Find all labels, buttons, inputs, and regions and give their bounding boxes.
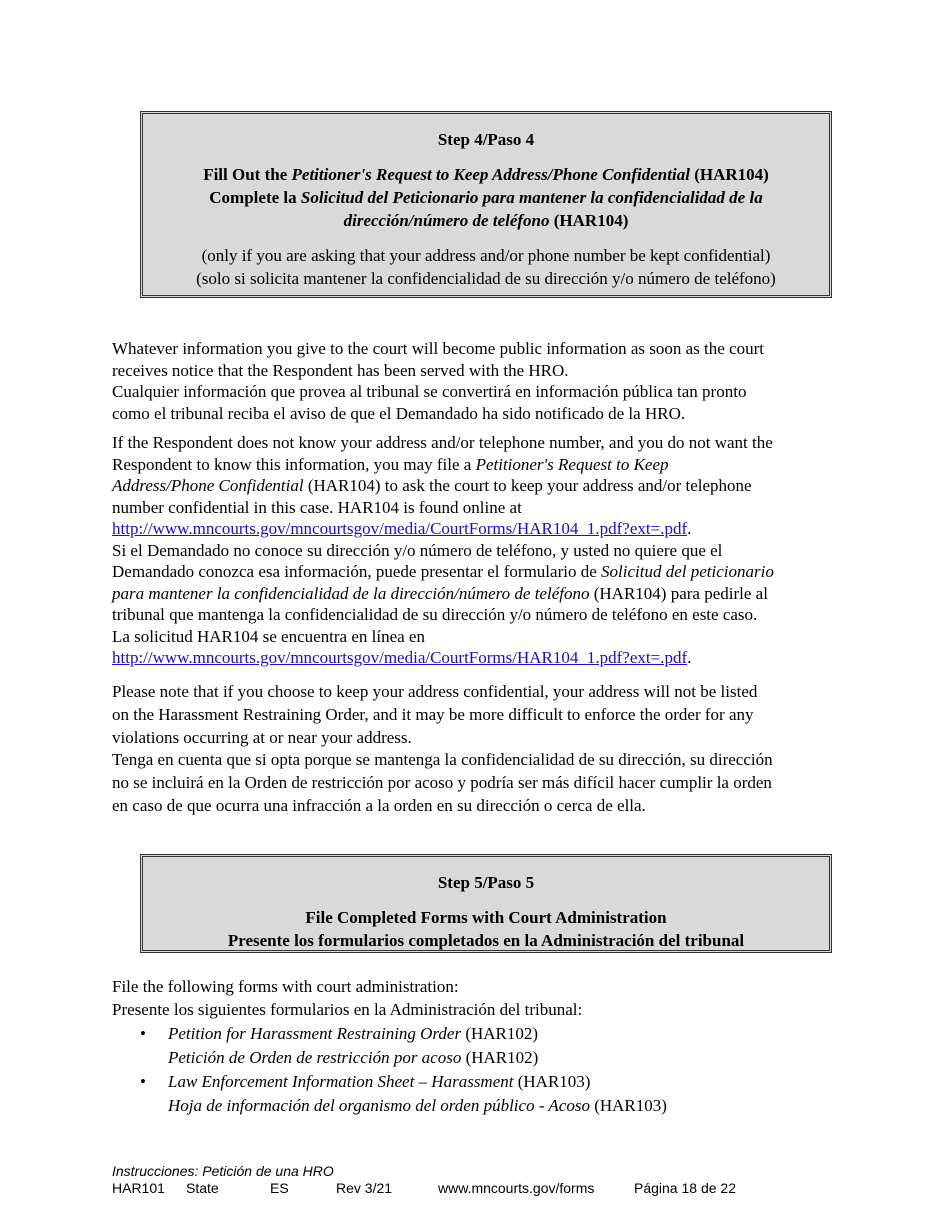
text-line: Tenga en cuenta que si opta porque se mantenga la confidencialidad de su dirección, su dirección <box>112 750 773 770</box>
text-line: If the Respondent does not know your address and/or telephone number, and you do not want the <box>112 433 773 452</box>
public-info-paragraph <box>112 338 842 424</box>
text-line: tribunal que mantenga la confidencialidad de su dirección y/o número de teléfono en este caso. <box>112 605 758 624</box>
step4-line3-form-name: dirección/número de teléfono <box>343 211 550 230</box>
text-line: Demandado conozca esa información, puede presentar el formulario de Solicitud del peticionario <box>112 562 774 581</box>
text-line: File the following forms with court administration: <box>112 977 459 996</box>
text-line: receives notice that the Respondent has been served with the HRO. <box>112 360 569 380</box>
step4-line1-code: (HAR104) <box>689 165 769 184</box>
text-line: number confidential in this case. HAR104 is found online at <box>112 497 522 517</box>
step4-box <box>140 111 832 298</box>
text-line: Whatever information you give to the court will become public information as soon as the court <box>112 339 764 358</box>
text-line: on the Harassment Restraining Order, and it may be more difficult to enforce the order for any <box>112 704 754 724</box>
text-line: Presente los siguientes formularios en la Administración del tribunal: <box>112 1000 583 1019</box>
har104-link-en[interactable]: http://www.mncourts.gov/mncourtsgov/media/CourtForms/HAR104_1.pdf?ext=.pdf <box>112 519 688 538</box>
step5-heading-es: Presente los formularios completados en la Administración del tribunal <box>227 931 745 950</box>
footer-revision: Rev 3/21 <box>336 1180 393 1196</box>
step4-title: Step 4/Paso 4 <box>437 130 535 149</box>
text-line: Si el Demandado no conoce su dirección y/o número de teléfono, y usted no quiere que el <box>112 540 723 560</box>
text-line: Please note that if you choose to keep your address confidential, your address will not be listed <box>112 682 758 701</box>
text-line: La solicitud HAR104 se encuentra en línea en <box>112 626 425 646</box>
confidentiality-note-paragraph <box>112 681 842 818</box>
confidential-request-paragraph <box>112 432 842 669</box>
text-line: en caso de que ocurra una infracción a la orden en su dirección o cerca de ella. <box>112 795 646 815</box>
form-name-italic: Petitioner's Request to Keep <box>475 454 669 474</box>
text-line: http://www.mncourts.gov/mncourtsgov/media/CourtForms/HAR104_1.pdf?ext=.pdf. <box>112 519 692 538</box>
form-name-italic: Petition for Harassment Restraining Order <box>168 1024 462 1043</box>
text-line: no se incluirá en la Orden de restricción por acoso y podría ser más difícil hacer cumplir la orden <box>112 773 772 793</box>
bullet-icon: • <box>140 1072 146 1091</box>
footer-form-code: HAR101 <box>112 1180 165 1196</box>
text-line: como el tribunal reciba el aviso de que el Demandado ha sido notificado de la HRO. <box>112 403 686 423</box>
step4-line2-form-name: Solicitud del Peticionario para mantener la confidencialidad de la <box>300 188 763 207</box>
step4-heading <box>143 163 829 232</box>
form-name-italic: para mantener la confidencialidad de la dirección/número de teléfono <box>112 583 590 603</box>
text-line: Cualquier información que provea al tribunal se convertirá en información pública tan pronto <box>112 382 747 401</box>
text-line: Address/Phone Confidential (HAR104) to ask the court to keep your address and/or telephone <box>112 476 752 495</box>
har104-link-es[interactable]: http://www.mncourts.gov/mncourtsgov/media/CourtForms/HAR104_1.pdf?ext=.pdf <box>112 648 688 667</box>
footer-row <box>112 1180 812 1197</box>
step5-title: Step 5/Paso 5 <box>437 873 535 892</box>
step5-heading-en: File Completed Forms with Court Administration <box>305 908 667 927</box>
text-line: http://www.mncourts.gov/mncourtsgov/media/CourtForms/HAR104_1.pdf?ext=.pdf. <box>112 648 692 667</box>
step4-note-en: (only if you are asking that your address and/or phone number be kept confidential) <box>201 246 771 265</box>
page-footer <box>112 1163 812 1197</box>
footer-state: State <box>186 1180 219 1196</box>
footer-website: www.mncourts.gov/forms <box>438 1180 595 1196</box>
step4-note-es: (solo si solicita mantener la confidencialidad de su dirección y/o número de teléfono) <box>196 269 776 288</box>
list-item: • Petition for Harassment Restraining Order (HAR102) Petición de Orden de restricción por acoso (HAR102) <box>140 1024 539 1067</box>
form-name-italic: Hoja de información del organismo del orden público - Acoso <box>168 1096 590 1115</box>
step4-line1-form-name: Petitioner's Request to Keep Address/Phone Confidential <box>291 165 690 184</box>
footer-language: ES <box>270 1180 289 1196</box>
step4-line3-code: (HAR104) <box>549 211 629 230</box>
step5-box <box>140 854 832 953</box>
list-item: • Law Enforcement Information Sheet – Harassment (HAR103) Hoja de información del organismo del orden público - Acoso (HAR103) <box>140 1072 667 1115</box>
file-forms-paragraph <box>112 975 842 1021</box>
form-name-italic: Law Enforcement Information Sheet – Harassment <box>168 1072 514 1091</box>
form-name-italic: Petición de Orden de restricción por acoso <box>168 1048 462 1067</box>
footer-form-title: Instrucciones: Petición de una HRO <box>112 1163 334 1179</box>
step5-heading <box>143 906 829 952</box>
footer-page-number: Página 18 de 22 <box>634 1180 736 1196</box>
step4-line2-prefix: Complete la <box>209 188 301 207</box>
bullet-icon: • <box>140 1024 146 1043</box>
form-name-italic: Address/Phone Confidential <box>112 476 304 495</box>
form-name-italic: Solicitud del peticionario <box>601 562 774 581</box>
text-line: violations occurring at or near your address. <box>112 727 412 747</box>
forms-list <box>140 1022 667 1118</box>
text-line: Respondent to know this information, you may file a Petitioner's Request to Keep <box>112 454 669 474</box>
step4-line1-prefix: Fill Out the <box>203 165 292 184</box>
step4-note <box>143 244 829 290</box>
text-line: para mantener la confidencialidad de la dirección/número de teléfono (HAR104) para pedirle al <box>112 583 768 603</box>
